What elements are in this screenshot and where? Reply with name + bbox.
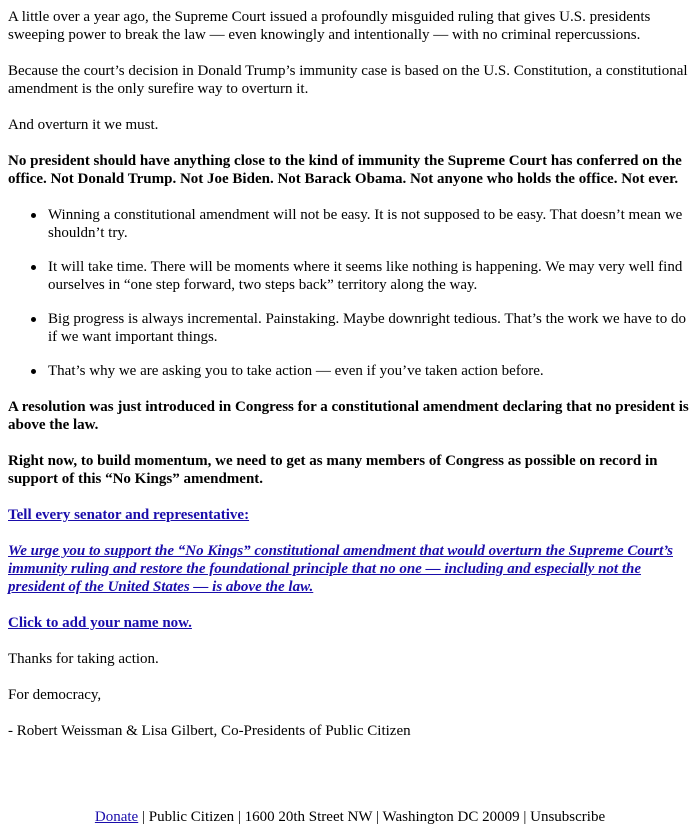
bullet-icon [31,369,36,374]
donate-link[interactable]: Donate [94,809,139,825]
momentum-paragraph: Right now, to build momentum, we need to get as many members of Congress as possible on record in support of this “No Kings” amendment. [8,453,658,487]
intro-paragraph: A little over a year ago, the Supreme Court issued a profoundly misguided ruling that gives U.S. presidents sweeping power to break the law — even knowingly and intentionally — with no criminal repercussions. [8,9,651,43]
signoff-paragraph: For democracy, [8,687,102,703]
list-item [48,362,692,380]
resolution-paragraph: A resolution was just introduced in Congress for a constitutional amendment declaring that no president is above the law. [8,399,689,433]
overturn-paragraph: And overturn it we must. [8,117,159,133]
no-immunity-paragraph: No president should have anything close to the kind of immunity the Supreme Court has conferred on the office. Not Donald Trump. Not Joe Biden. Not Barack Obama. Not anyone who holds the office. Not ever. [8,153,682,187]
petition-text-link[interactable]: We urge you to support the “No Kings” constitutional amendment that would overturn the Supreme Court’s immunity ruling and restore the foundational principle that no one — including and especially not the president of the United States — is above the law. [8,543,673,595]
email-footer [0,808,700,826]
list-item-text: Winning a constitutional amendment will not be easy. It is not supposed to be easy. That doesn’t mean we shouldn’t try. [48,207,683,241]
amendment-paragraph: Because the court’s decision in Donald Trump’s immunity case is based on the U.S. Constitution, a constitutional amendment is the only surefire way to overturn it. [8,63,688,97]
petition-link-paragraph [8,542,692,596]
bullet-icon [31,213,36,218]
list-item-text: It will take time. There will be moments where it seems like nothing is happening. We may very well find ourselves in “one step forward, two steps back” territory along the way. [48,259,683,293]
footer-text: | Public Citizen | 1600 20th Street NW | Washington DC 20009 | Unsubscribe [138,809,606,825]
add-name-link[interactable]: Click to add your name now. [8,615,192,631]
signature-paragraph: - Robert Weissman & Lisa Gilbert, Co-Presidents of Public Citizen [8,723,411,739]
list-item [48,206,692,242]
bullet-icon [31,317,36,322]
list-item-text: Big progress is always incremental. Painstaking. Maybe downright tedious. That’s the work we have to do if we want important things. [48,311,686,345]
list-item [48,310,692,346]
bullet-icon [31,265,36,270]
add-name-paragraph [8,614,692,632]
list-item-text: That’s why we are asking you to take action — even if you’ve taken action before. [48,363,544,379]
tell-congress-link[interactable]: Tell every senator and representative: [8,507,250,523]
thanks-paragraph: Thanks for taking action. [8,651,159,667]
bullet-list [8,206,692,380]
tell-link-paragraph [8,506,692,524]
list-item [48,258,692,294]
